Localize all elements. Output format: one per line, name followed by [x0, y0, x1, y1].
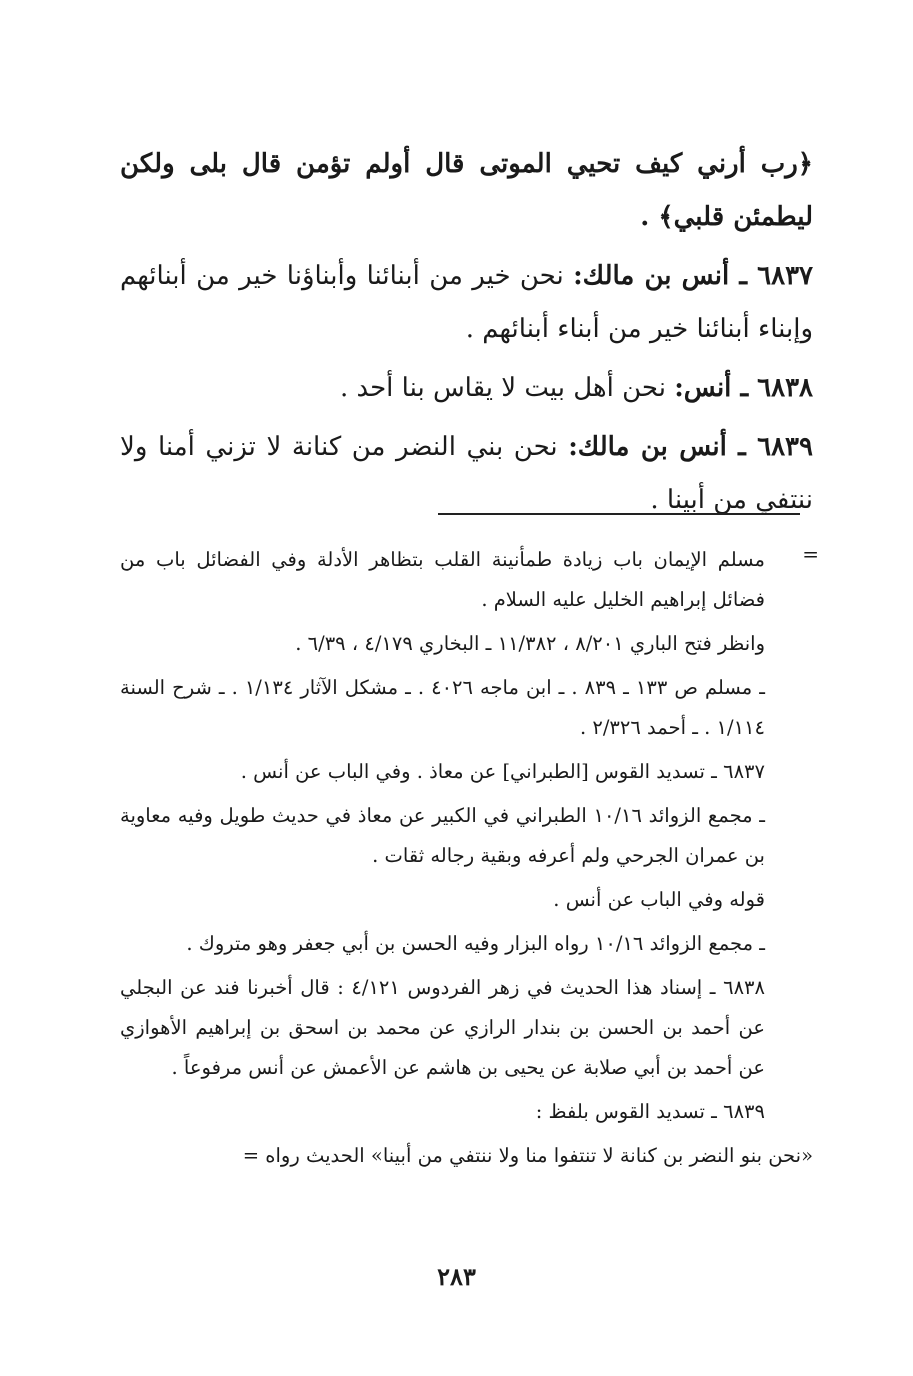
footnote-6839-tasdid: ٦٨٣٩ ـ تسديد القوس بلفظ :	[535, 1100, 765, 1123]
hadith-6838-lead: ٦٨٣٨ ـ أنس:	[674, 373, 813, 403]
footnotes	[120, 540, 819, 1180]
hadith-6839-text: نحن بني النضر من كنانة لا تزني أمنا ولا ننتفي من أبينا .	[120, 432, 813, 515]
hadith-6838	[120, 362, 813, 415]
hadith-6838-text: نحن أهل بيت لا يقاس بنا أحد .	[339, 373, 675, 403]
hadith-6839-lead: ٦٨٣٩ ـ أنس بن مالك:	[568, 432, 813, 462]
footnote-6837-bazzar: ـ مجمع الزوائد ١٠/١٦ رواه البزار وفيه الحسن بن أبي جعفر وهو متروك .	[186, 932, 765, 955]
hadith-6837	[120, 250, 813, 356]
main-text	[120, 138, 813, 533]
footnote-6839-text: «نحن بنو النضر بن كنانة لا تنتفوا منا ولا ننتفي من أبينا» الحديث رواه =	[242, 1144, 813, 1167]
footnote-6837-qawluhu: قوله وفي الباب عن أنس .	[553, 888, 765, 911]
hadith-6839	[120, 421, 813, 527]
footnote-references: ـ مسلم ص ١٣٣ ـ ٨٣٩ . ـ ابن ماجه ٤٠٢٦ . ـ مشكل الآثار ١/١٣٤ . ـ شرح السنة ١/١١٤ . ـ أحمد ٢/٣٢٦ .	[120, 676, 765, 739]
footnote-fath-albari: وانظر فتح الباري ٨/٢٠١ ، ١١/٣٨٢ ـ البخاري ٤/١٧٩ ، ٦/٣٩ .	[295, 632, 765, 655]
footnote-divider	[438, 513, 800, 515]
hadith-6837-lead: ٦٨٣٧ ـ أنس بن مالك:	[573, 261, 814, 291]
footnote-muslim: مسلم الإيمان باب زيادة طمأنينة القلب بتظاهر الأدلة وفي الفضائل باب من فضائل إبراهيم الخليل عليه السلام .	[120, 548, 765, 611]
continuation-mark: =	[802, 542, 819, 566]
page-number: ٢٨٣	[437, 1262, 476, 1291]
footnote-6837-majma: ـ مجمع الزوائد ١٠/١٦ الطبراني في الكبير عن معاذ في حديث طويل وفيه معاوية بن عمران الجرحي ولم أعرفه وبقية رجاله ثقات .	[120, 804, 766, 867]
footnote-6837-tasdid: ٦٨٣٧ ـ تسديد القوس [الطبراني] عن معاذ . وفي الباب عن أنس .	[240, 760, 765, 783]
hadith-6837-text: نحن خير من أبنائنا وأبناؤنا خير من أبنائهم وإبناء أبنائنا خير من أبناء أبنائهم .	[120, 261, 813, 344]
quran-verse: ﴿رب أرني كيف تحيي الموتى قال أولم تؤمن قال بلى ولكن ليطمئن قلبي﴾ .	[120, 149, 813, 232]
footnote-6838-isnad: ٦٨٣٨ ـ إسناد هذا الحديث في زهر الفردوس ٤/١٢١ : قال أخبرنا فند عن البجلي عن أحمد بن الحسن بن بندار الرازي عن محمد بن اسحق بن إبراهيم الأهوازي عن أحمد بن أبي صلابة عن يحيى بن هاشم عن الأعمش عن أنس مرفوعاً .	[120, 976, 765, 1079]
